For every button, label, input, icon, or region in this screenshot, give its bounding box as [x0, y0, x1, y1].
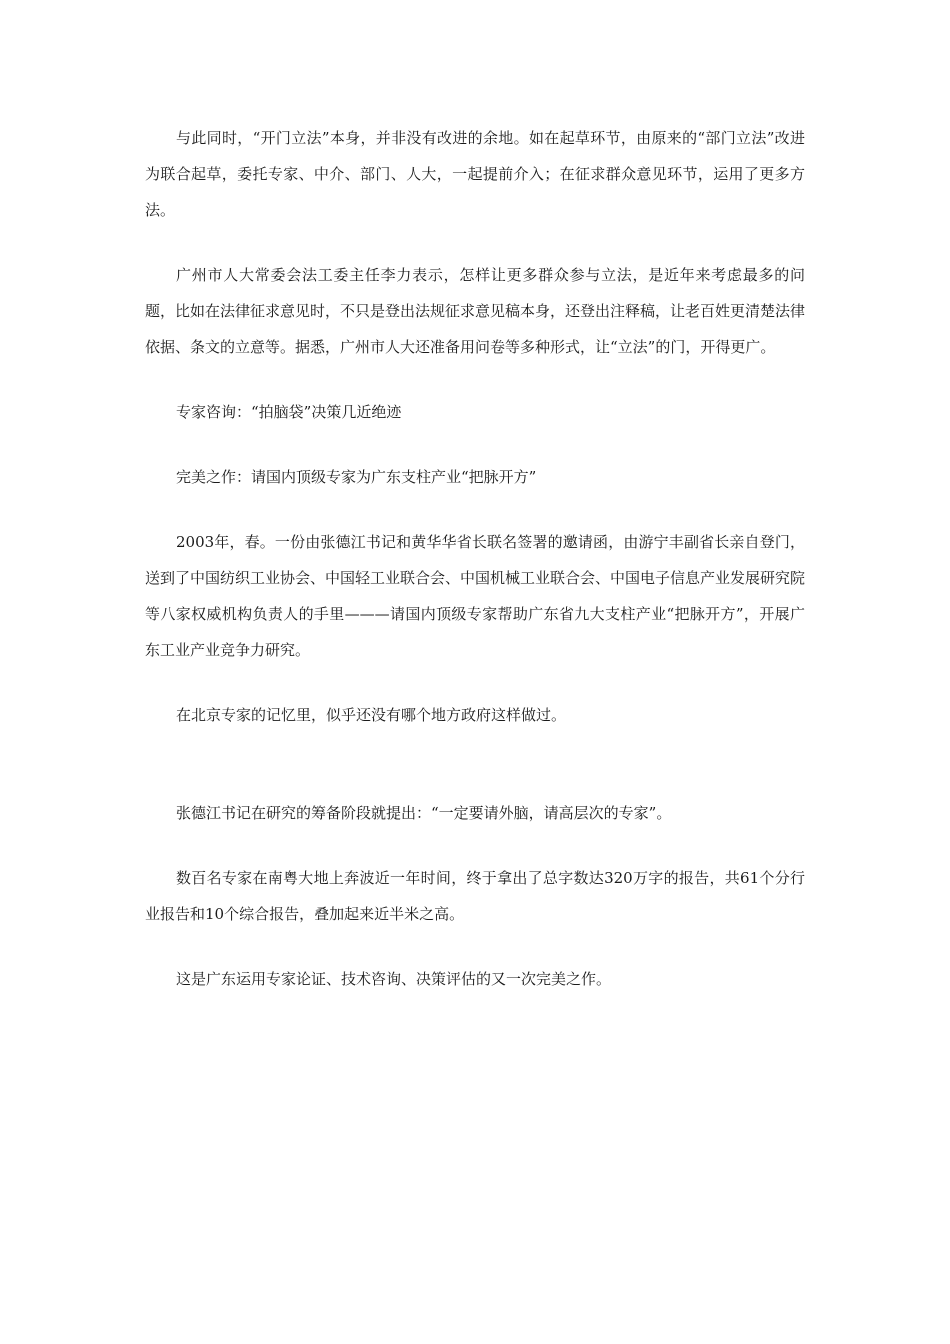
paragraph-open-legislation: 与此同时，“开门立法”本身，并非没有改进的余地。如在起草环节，由原来的“部门立法”改进为联合起草，委托专家、中介、部门、人大，一起提前介入；在征求群众意见环节，运用了更多方法。 [145, 129, 805, 219]
paragraph-guangzhou-npc: 广州市人大常委会法工委主任李力表示，怎样让更多群众参与立法，是近年来考虑最多的问题，比如在法律征求意见时，不只是登出法规征求意见稿本身，还登出注释稿，让老百姓更清楚法律依据、条文的立意等。据悉，广州市人大还准备用问卷等多种形式，让“立法”的门，开得更广。 [145, 266, 806, 356]
paragraph-gap [145, 495, 805, 524]
paragraph-external-brains: 张德江书记在研究的筹备阶段就提出：“一定要请外脑，请高层次的专家”。 [176, 804, 672, 822]
paragraph-beijing-experts: 在北京专家的记忆里，似乎还没有哪个地方政府这样做过。 [176, 706, 567, 724]
paragraph-gap [145, 430, 805, 459]
paragraph-gap [145, 228, 805, 257]
paragraph-gap [145, 831, 805, 860]
paragraph-report-results: 数百名专家在南粤大地上奔波近一年时间，终于拿出了总字数达320万字的报告，共61个分行业报告和10个综合报告，叠加起来近半米之高。 [145, 869, 805, 923]
paragraph-gap [145, 668, 805, 697]
subheading-perfect-work: 完美之作：请国内顶级专家为广东支柱产业“把脉开方” [176, 468, 537, 486]
document-page [145, 120, 805, 997]
paragraph-gap-large [145, 733, 805, 795]
paragraph-2003-invitation: 2003年，春。一份由张德江书记和黄华华省长联名签署的邀请函，由游宁丰副省长亲自登门，送到了中国纺织工业协会、中国轻工业联合会、中国机械工业联合会、中国电子信息产业发展研究院等八家权威机构负责人的手里———请国内顶级专家帮助广东省九大支柱产业“把脉开方”，开展广东工业产业竞争力研究。 [145, 533, 806, 659]
paragraph-gap [145, 932, 805, 961]
paragraph-conclusion: 这是广东运用专家论证、技术咨询、决策评估的又一次完美之作。 [176, 970, 612, 988]
section-heading-expert-consulting: 专家咨询：“拍脑袋”决策几近绝迹 [176, 403, 402, 421]
paragraph-gap [145, 365, 805, 394]
